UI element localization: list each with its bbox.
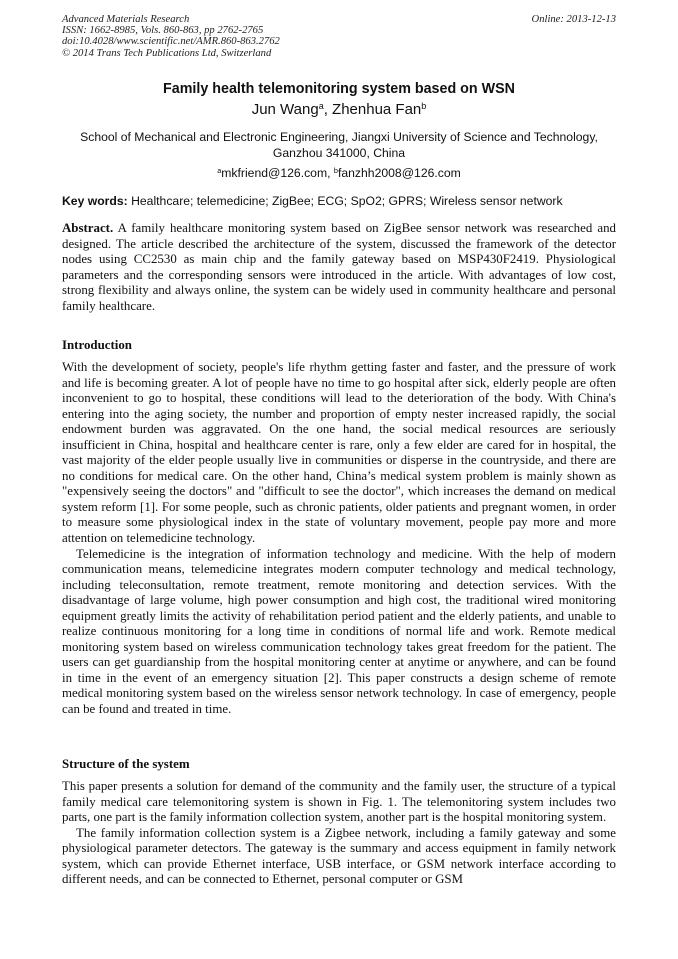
author-mark: b xyxy=(421,101,427,112)
keywords-text: Healthcare; telemedicine; ZigBee; ECG; SpO2; GPRS; Wireless sensor network xyxy=(127,194,563,208)
keywords-label: Key words: xyxy=(62,194,128,208)
email-list xyxy=(62,166,616,180)
affiliation-line: Ganzhou 341000, China xyxy=(272,145,406,160)
affiliation-line: School of Mechanical and Electronic Engineering, Jiangxi University of Science and Technology, xyxy=(80,130,598,144)
email-mark: a xyxy=(217,165,222,175)
journal-header xyxy=(62,14,616,59)
journal-issn: ISSN: 1662-8985, Vols. 860-863, pp 2762-2765 xyxy=(62,25,264,37)
author-list xyxy=(62,101,616,118)
paragraph: With the development of society, people's life rhythm getting faster and faster, and the pressure of work and life is becoming greater. A lot of people have no time to go hospital after sick, elderly people are often inconvenient to go to hospital, these conditions will lead to the deterioration of the body. With China's entering into the aging society, the number and proportion of empty nester increased rapidly, the social endowment burden was aggravated. On the one hand, the social medical resources are seriously insufficient in China, hospital and healthcare center is rare, only a few elder are cared for in hospital, the vast majority of the elder people usually live in communities or disperse in the countryside, and there are no conditions for medical care. On the other hand, China’s medical system problem is mainly shown as "expensively seeing the doctors" and "difficult to see the doctor", which increases the demand on medical system reform [1]. For some people, such as chronic patients, older patients and pregnant women, in order to measure some physiological index in the state of voluntary movement, people pay more and more attention on telemedicine technology. xyxy=(62,360,616,546)
abstract xyxy=(62,221,616,314)
email-address: fanzhh2008@126.com xyxy=(337,166,461,180)
journal-copyright: © 2014 Trans Tech Publications Ltd, Switzerland xyxy=(62,47,272,59)
journal-doi: doi:10.4028/www.scientific.net/AMR.860-863.2762 xyxy=(62,36,280,48)
paragraph: This paper presents a solution for demand of the community and the family user, the structure of a typical family medical care telemonitoring system is shown in Fig. 1. The telemonitoring system includes two parts, one part is the family information collection system, another part is the hospital monitoring system. xyxy=(62,779,616,825)
section-heading-introduction: Introduction xyxy=(62,338,132,352)
paragraph: Telemedicine is the integration of information technology and medicine. With the help of modern communication means, telemedicine integrates modern computer technology and medical technology, including teleconsultation, remote treatment, remote monitoring and detection services. With the disadvantage of large volume, high power consumption and high cost, the traditional wired monitoring equipment greatly limits the activity of rehabilitation period patient and the elderly patients, and unable to realize continuous monitoring for a long time in conditions of normal life and work. Remote medical monitoring system based on wireless communication technology takes great freedom for the patient. The users can get guardianship from the hospital monitoring center at anytime or anywhere, and can be found in time in the event of an emergency situation [2]. This paper constructs a design scheme of remote medical monitoring system based on the wireless sensor network technology. In case of emergency, people can be found and treated in time. xyxy=(62,546,616,717)
affiliation xyxy=(54,130,624,161)
paper-title: Family health telemonitoring system based on WSN xyxy=(163,81,515,97)
author-mark: a xyxy=(318,101,324,112)
abstract-label: Abstract. xyxy=(62,221,114,235)
journal-name: Advanced Materials Research xyxy=(62,14,190,25)
online-date: Online: 2013-12-13 xyxy=(531,14,616,25)
section-introduction-body xyxy=(62,360,616,718)
keywords xyxy=(62,194,616,208)
author-name: Zhenhua Fan xyxy=(332,101,422,118)
author-separator: , xyxy=(323,101,333,118)
author-name: Jun Wang xyxy=(251,101,319,118)
email-mark: b xyxy=(333,165,338,175)
abstract-text: A family healthcare monitoring system based on ZigBee sensor network was researched and designed. The article described the architecture of the system, discussed the framework of the detector nodes using CC2530 as main chip and the family gateway based on MSP430F2419. Physiological parameters and the corresponding sensors were introduced in the article. With advantages of low cost, strong flexibility and always online, the system can be widely used in community healthcare and personal family healthcare. xyxy=(62,221,616,313)
section-heading-structure: Structure of the system xyxy=(62,757,190,771)
paragraph: The family information collection system is a Zigbee network, including a family gateway and some physiological parameter detectors. The gateway is the summary and access equipment in family network system, which can provide Ethernet interface, USB interface, or GSM network interface according to different needs, and can be connected to Ethernet, personal computer or GSM xyxy=(62,825,616,887)
section-structure-body xyxy=(62,779,616,888)
email-address: mkfriend@126.com xyxy=(221,166,328,180)
email-separator: , xyxy=(327,166,334,180)
